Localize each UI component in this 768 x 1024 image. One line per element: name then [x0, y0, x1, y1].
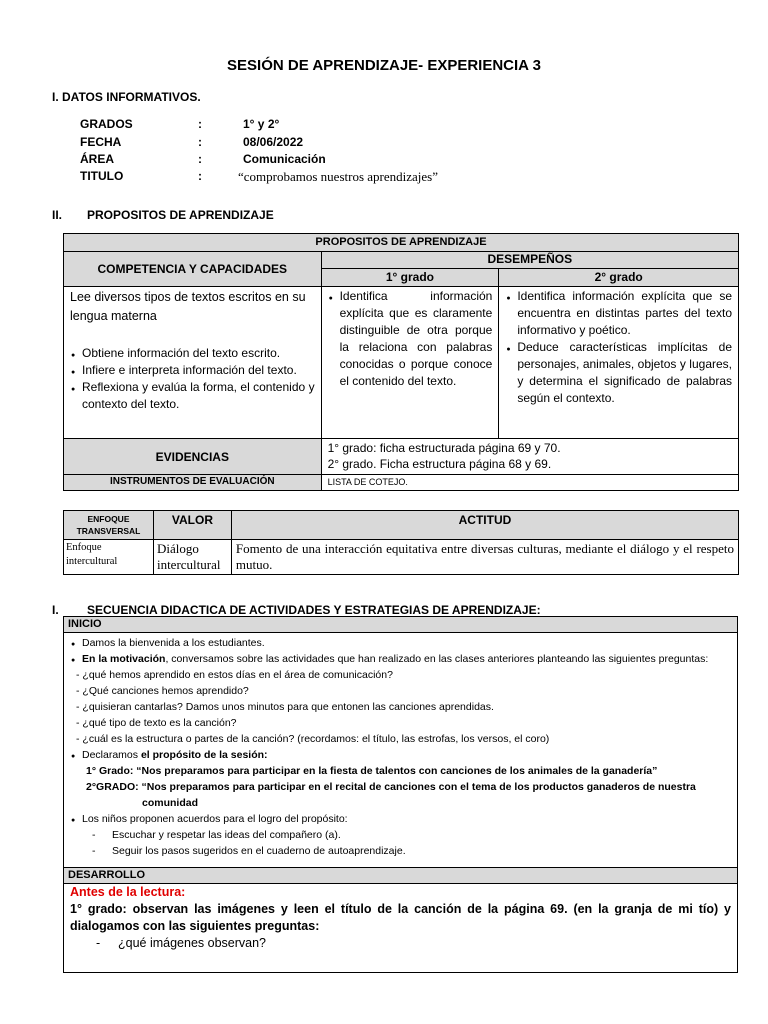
competencia-text: Lee diversos tipos de textos escritos en su lengua materna [70, 290, 306, 323]
capacidad-item: ● Reflexiona y evalúa la forma, el contenido y contexto del texto. [82, 379, 315, 413]
section-number: II. [52, 208, 63, 222]
purpose-bold: el propósito de la sesión: [140, 749, 268, 761]
desempeno-item: ● Identifica información explícita que es claramente distinguible de otra porque la relaciona con palabras conocidas o porque conoce el contenido del texto. [340, 288, 493, 390]
info-colon: : [198, 152, 202, 166]
desarrollo-question [70, 935, 731, 952]
purpose-prefix: Declaramos [82, 749, 141, 761]
section-title: SECUENCIA DIDACTICA DE ACTIVIDADES Y ESTRATEGIAS DE APRENDIZAJE: [87, 603, 541, 617]
enfoque-table [63, 510, 739, 575]
purposes-table [63, 233, 739, 491]
dash: - [96, 936, 101, 950]
question: - ¿cuál es la estructura o partes de la canción? (recordamos: el título, las estrofas, los versos, el coro) [76, 733, 550, 745]
capacidad-item: ● Obtiene información del texto escrito. [82, 345, 315, 362]
grade2-header: 2° grado [499, 269, 739, 287]
enfoque-value: Enfoque intercultural [64, 540, 154, 575]
info-label: GRADOS [80, 117, 133, 131]
section-title: PROPOSITOS DE APRENDIZAJE [87, 208, 274, 222]
valor-value: Diálogo intercultural [153, 540, 231, 575]
grade1-cell [321, 287, 499, 439]
purpose-grade2-cont: comunidad [142, 797, 199, 809]
evidencias-cell [321, 439, 738, 475]
desarrollo-content [64, 884, 738, 973]
info-colon: : [198, 117, 202, 131]
section-propositos [52, 208, 274, 222]
motivation-label: En la motivación [82, 653, 166, 665]
section-secuencia [52, 603, 541, 617]
info-label: ÁREA [80, 152, 115, 166]
grade2-cell [499, 287, 739, 439]
desempenos-header: DESEMPEÑOS [321, 252, 738, 269]
evidencia-item: 2° grado. Ficha estructura página 68 y 69. [327, 457, 552, 471]
purpose-list [68, 747, 733, 763]
grade1-list [328, 288, 493, 390]
competencia-cell [64, 287, 322, 439]
info-label: FECHA [80, 135, 122, 149]
agreements-intro: ● Los niños proponen acuerdos para el logro del propósito: [82, 811, 733, 827]
agreement-text: Escuchar y respetar las ideas del compañero (a). [112, 829, 341, 841]
agreement-text: Seguir los pasos sugeridos en el cuaderno de autoaprendizaje. [112, 845, 406, 857]
desarrollo-header: DESARROLLO [64, 868, 738, 884]
before-reading-label: Antes de la lectura: [70, 885, 186, 899]
info-colon: : [198, 135, 202, 149]
purpose-item [82, 747, 733, 763]
desarrollo-g1-text: 1° grado: observan las imágenes y leen el título de la canción de la página 69. (en la granja de mi tío) y dialogamos con las siguientes preguntas: [70, 902, 731, 933]
purposes-header: PROPOSITOS DE APRENDIZAJE [64, 234, 739, 252]
info-value: 1° y 2° [243, 117, 280, 131]
inicio-content [64, 633, 738, 868]
section-number: I. [52, 603, 59, 617]
inicio-header: INICIO [64, 617, 738, 633]
sequence-table [63, 616, 738, 973]
purpose-grade2: 2°GRADO: “Nos preparamos para participar en el recital de canciones con el tema de los productos ganaderos de nuestra [86, 781, 696, 793]
desempeno-item: ● Identifica información explícita que se encuentra en distintas partes del texto informativo y poético. [517, 288, 732, 339]
capacidad-item: ● Infiere e interpreta información del texto. [82, 362, 315, 379]
enfoque-header: ENFOQUE TRANSVERSAL [64, 511, 154, 540]
evidencias-label: EVIDENCIAS [64, 439, 322, 475]
instrumentos-value: LISTA DE COTEJO. [321, 475, 738, 491]
section-datos-informativos: I. DATOS INFORMATIVOS. [52, 90, 201, 104]
capacidades-list [70, 345, 315, 413]
info-value: Comunicación [243, 152, 326, 166]
info-value: 08/06/2022 [243, 135, 304, 149]
info-colon: : [198, 169, 202, 183]
actitud-header: ACTITUD [231, 511, 738, 540]
page-title: SESIÓN DE APRENDIZAJE- EXPERIENCIA 3 [227, 57, 541, 74]
question: - ¿qué tipo de texto es la canción? [76, 717, 237, 729]
inicio-item-motivation [82, 651, 733, 667]
motivation-text: , conversamos sobre las actividades que han realizado en las clases anteriores planteando las siguientes preguntas: [165, 653, 709, 665]
grade2-list [505, 288, 732, 407]
question: - ¿Qué canciones hemos aprendido? [76, 685, 249, 697]
actitud-value: Fomento de una interacción equitativa entre diversas culturas, mediante el diálogo y el respeto mutuo. [231, 540, 738, 575]
question-text: ¿qué imágenes observan? [118, 936, 267, 950]
info-label: TITULO [80, 169, 124, 183]
dash: - [92, 829, 96, 841]
evidencia-item: 1° grado: ficha estructurada página 69 y 70. [327, 441, 561, 455]
info-value: “comprobamos nuestros aprendizajes” [238, 169, 438, 184]
agreement-item [68, 843, 733, 859]
desempeno-item: ● Deduce características implícitas de personajes, animales, objetos y lugares, y determina el significado de palabras según el contexto. [517, 339, 732, 407]
agreement-item [68, 827, 733, 843]
inicio-item: ● Damos la bienvenida a los estudiantes. [82, 635, 733, 651]
instrumentos-label: INSTRUMENTOS DE EVALUACIÓN [64, 475, 322, 491]
agreements-list [68, 811, 733, 827]
valor-header: VALOR [153, 511, 231, 540]
question: - ¿qué hemos aprendido en estos días en el área de comunicación? [76, 669, 393, 681]
question: - ¿quisieran cantarlas? Damos unos minutos para que entonen las canciones aprendidas. [76, 701, 494, 713]
purpose-grade1: 1° Grado: “Nos preparamos para participar en la fiesta de talentos con canciones de los animales de la ganadería” [86, 765, 658, 777]
competencia-header: COMPETENCIA Y CAPACIDADES [64, 252, 322, 287]
dash: - [92, 845, 96, 857]
grade1-header: 1° grado [321, 269, 499, 287]
inicio-list [68, 635, 733, 667]
